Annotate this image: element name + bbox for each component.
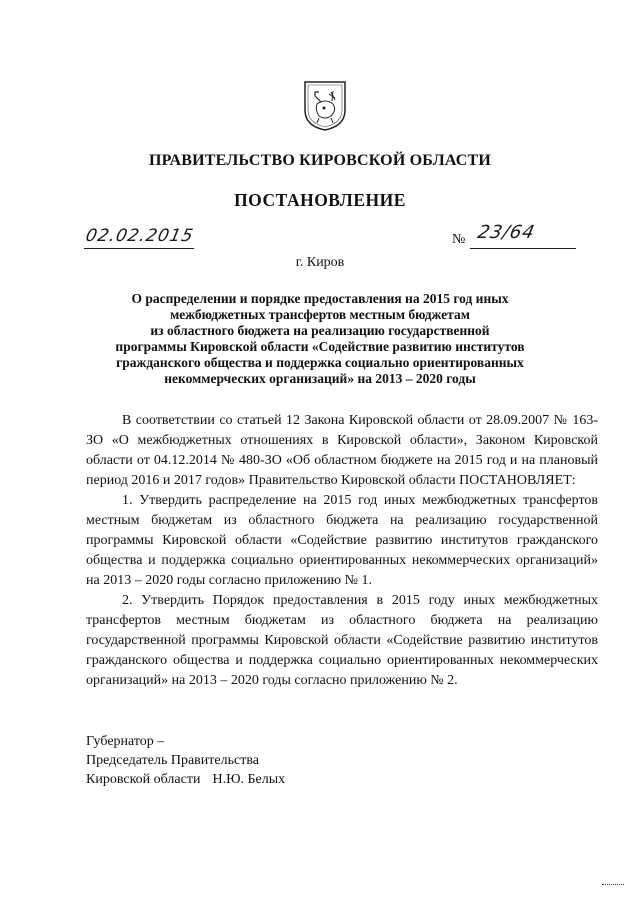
subject-line: межбюджетных трансфертов местным бюджетам bbox=[170, 307, 470, 322]
city: г. Киров bbox=[295, 255, 345, 270]
body-paragraph: 1. Утвердить распределение на 2015 год иных межбюджетных трансфертов местным бюджетам из областного бюджета на реализацию государственной программы Кировской области «Содействие развитию институтов гражданского общества и поддержка социально ориентированных некоммерческих организаций» на 2013 – 2020 годы согласно приложению № 1. bbox=[86, 493, 598, 588]
body-paragraph: В соответствии со статьей 12 Закона Кировской области от 28.09.2007 № 163-ЗО «О межбюджетных отношениях в Кировской области», Законом Кировской области от 04.12.2014 № 480-ЗО «Об областном бюджете на 2015 год и на плановый период 2016 и 2017 годов» Правительство Кировской области ПОСТАНОВЛЯЕТ: bbox=[86, 413, 598, 488]
number-label: № bbox=[452, 232, 466, 247]
document-date: 02.02.2015 bbox=[83, 226, 196, 246]
organization-title: ПРАВИТЕЛЬСТВО КИРОВСКОЙ ОБЛАСТИ bbox=[148, 152, 492, 169]
subject-line: О распределении и порядке предоставления на 2015 год иных bbox=[131, 291, 509, 306]
subject-line: из областного бюджета на реализацию государственной bbox=[150, 323, 490, 338]
number-underline bbox=[470, 248, 576, 249]
subject-line: программы Кировской области «Содействие развитию институтов bbox=[115, 339, 525, 354]
document-body bbox=[86, 411, 598, 691]
document-number: 23/64 bbox=[475, 222, 538, 243]
document-subject bbox=[110, 291, 530, 387]
signature-block bbox=[86, 732, 285, 789]
scan-mark bbox=[602, 884, 624, 885]
subject-line: некоммерческих организаций» на 2013 – 2020 годы bbox=[164, 371, 476, 386]
signatory-name: Н.Ю. Белых bbox=[212, 772, 286, 787]
signature-title-line: Кировской области bbox=[86, 772, 201, 787]
date-underline bbox=[84, 248, 194, 249]
coat-of-arms-icon bbox=[303, 80, 347, 132]
document-type: ПОСТАНОВЛЕНИЕ bbox=[234, 190, 406, 210]
body-paragraph: 2. Утвердить Порядок предоставления в 2015 году иных межбюджетных трансфертов местным бюджетам из областного бюджета на реализацию государственной программы Кировской области «Содействие развитию институтов гражданского общества и поддержка социально ориентированных некоммерческих организаций» на 2013 – 2020 годы согласно приложению № 2. bbox=[86, 593, 598, 688]
signature-title-line: Председатель Правительства bbox=[86, 753, 259, 768]
subject-line: гражданского общества и поддержка социально ориентированных bbox=[116, 355, 524, 370]
signature-title-line: Губернатор – bbox=[86, 734, 165, 749]
